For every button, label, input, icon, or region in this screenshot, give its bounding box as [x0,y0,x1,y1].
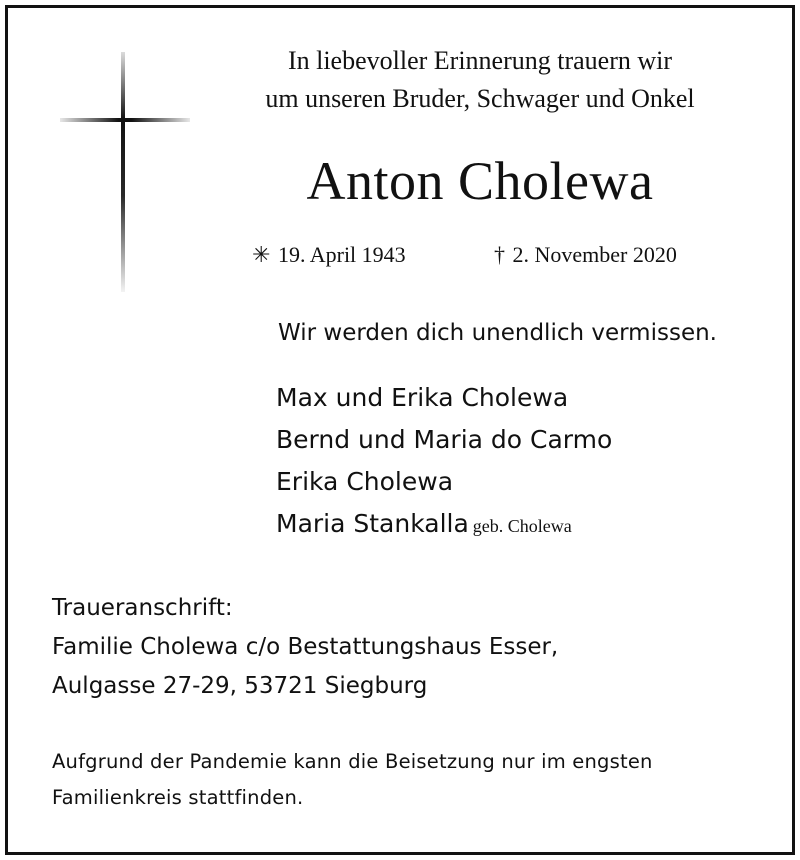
birth-star-icon: ✳ [252,242,271,267]
motto: Wir werden dich unendlich vermissen. [278,320,717,346]
mourner-name: Bernd und Maria do Carmo [276,425,613,454]
mourner-name: Max und Erika Cholewa [276,383,569,412]
mourner-note: geb. Cholewa [472,516,572,536]
mourner-name: Erika Cholewa [276,467,454,496]
birth-date-text: 19. April 1943 [277,242,406,267]
notice-line-2: Familienkreis stattfinden. [52,786,304,809]
address-line-2: Aulgasse 27-29, 53721 Siegburg [52,673,428,699]
death-dagger-icon: † [494,242,505,267]
intro-line-1: In liebevoller Erinnerung trauern wir [287,46,673,75]
death-date [494,242,677,268]
mourner-item [276,467,453,496]
mourner-item [276,509,572,538]
deceased-name: Anton Cholewa [306,151,654,211]
mourner-name: Maria Stankalla [276,509,469,538]
mourner-item [276,425,612,454]
intro-line-2: um unseren Bruder, Schwager und Onkel [265,84,695,113]
address-line-1: Familie Cholewa c/o Bestattungshaus Esser, [52,634,559,660]
death-date-text: 2. November 2020 [512,242,677,267]
mourner-item [276,383,568,412]
cross-icon [60,52,190,292]
birth-date [252,242,406,268]
address-label: Traueranschrift: [52,595,233,621]
notice-line-1: Aufgrund der Pandemie kann die Beisetzung nur im engsten [52,750,653,773]
